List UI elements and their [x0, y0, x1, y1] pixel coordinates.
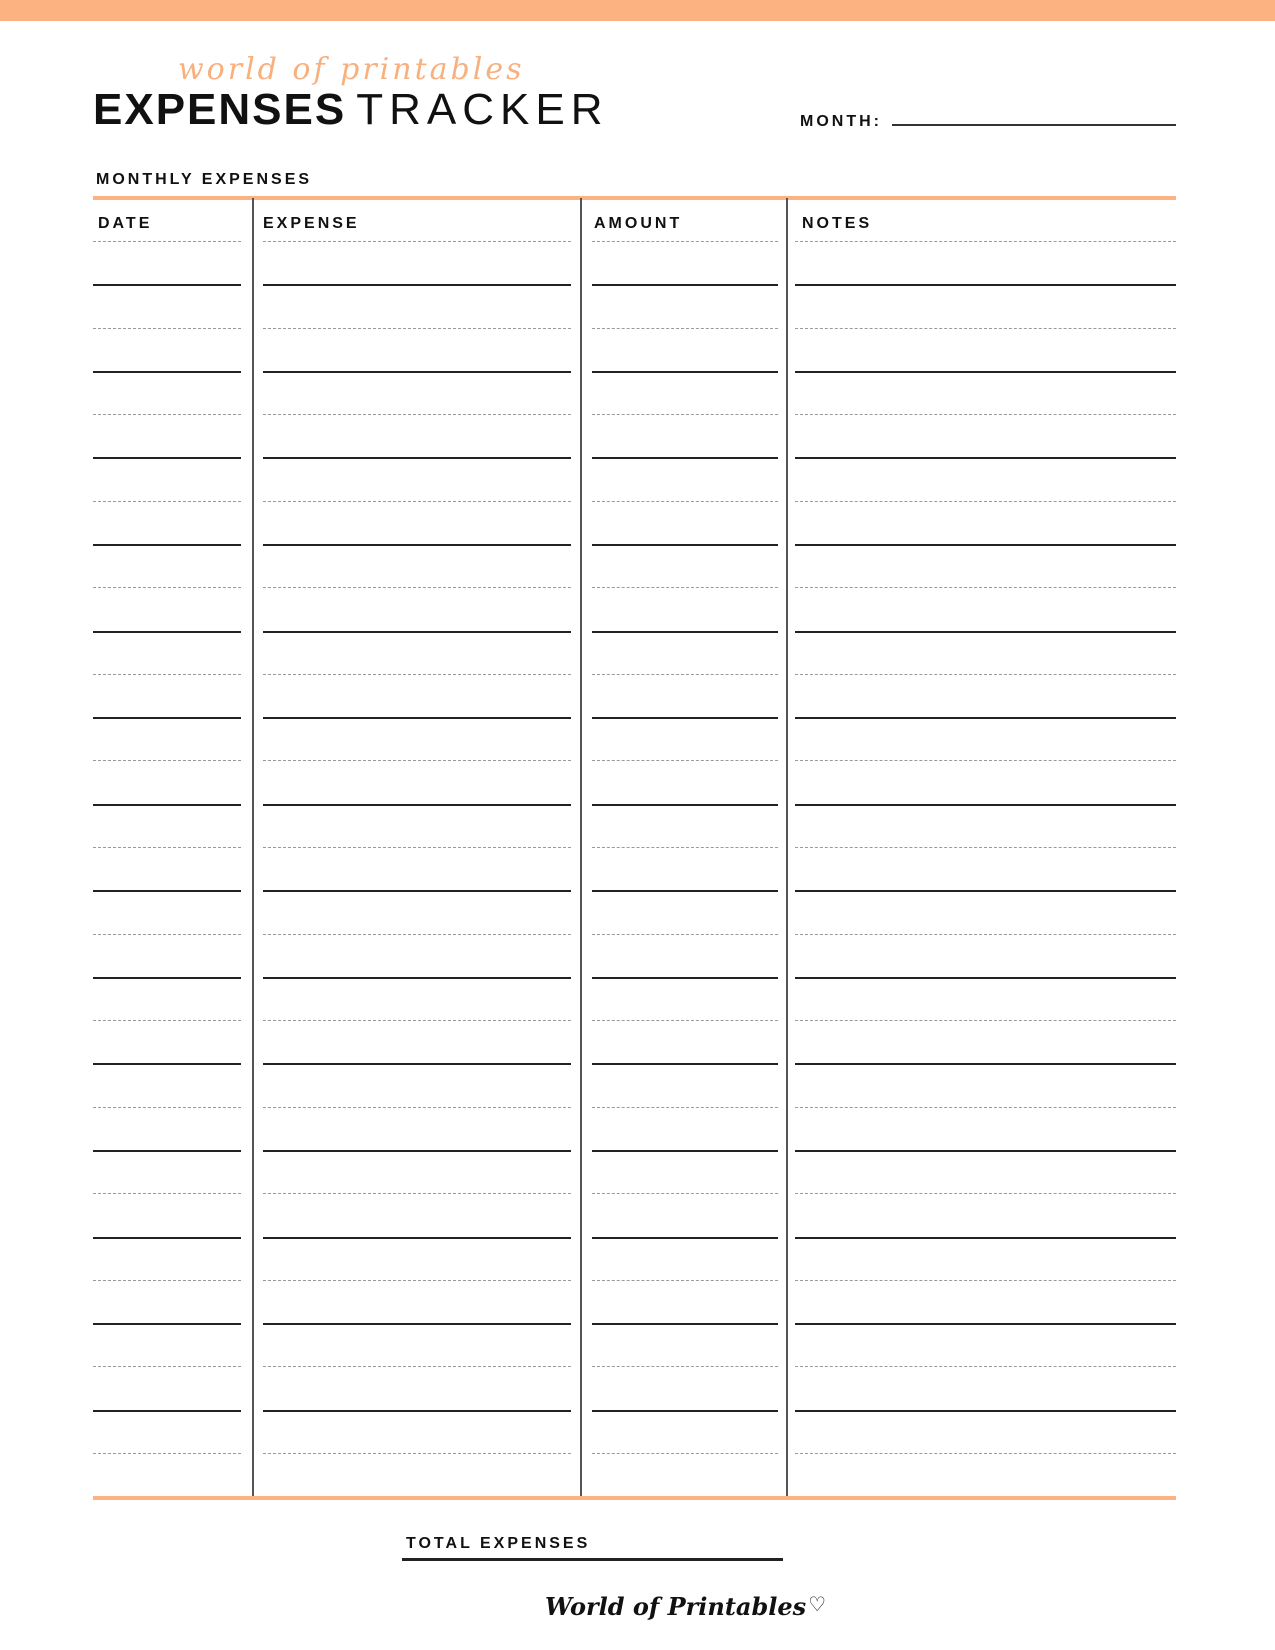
entry-line-amount[interactable] [592, 804, 778, 806]
entry-line-amount[interactable] [592, 1020, 778, 1021]
entry-line-date[interactable] [93, 457, 241, 459]
top-accent-bar [0, 0, 1275, 21]
entry-line-expense[interactable] [263, 457, 571, 459]
column-header-date: DATE [98, 215, 153, 232]
entry-line-date[interactable] [93, 631, 241, 633]
entry-line-expense[interactable] [263, 1063, 571, 1065]
entry-line-notes[interactable] [795, 847, 1176, 848]
entry-line-notes[interactable] [795, 1453, 1176, 1454]
entry-line-expense[interactable] [263, 1366, 571, 1367]
entry-line-notes[interactable] [795, 1150, 1176, 1152]
entry-line-date[interactable] [93, 847, 241, 848]
entry-line-amount[interactable] [592, 371, 778, 373]
entry-line-date[interactable] [93, 760, 241, 761]
entry-line-date[interactable] [93, 1453, 241, 1454]
entry-line-amount[interactable] [592, 1280, 778, 1281]
entry-line-date[interactable] [93, 371, 241, 373]
entry-line-date[interactable] [93, 1107, 241, 1108]
entry-line-expense[interactable] [263, 804, 571, 806]
entry-line-amount[interactable] [592, 1150, 778, 1152]
entry-line-expense[interactable] [263, 847, 571, 848]
entry-line-date[interactable] [93, 1280, 241, 1281]
entry-line-amount[interactable] [592, 328, 778, 329]
entry-line-notes[interactable] [795, 1020, 1176, 1021]
footer-logo [545, 1592, 826, 1621]
entry-line-amount[interactable] [592, 241, 778, 242]
entry-line-expense[interactable] [263, 328, 571, 329]
entry-line-amount[interactable] [592, 717, 778, 719]
entry-line-notes[interactable] [795, 1063, 1176, 1065]
entry-line-expense[interactable] [263, 1193, 571, 1194]
column-divider [580, 198, 582, 1496]
entry-line-notes[interactable] [795, 544, 1176, 546]
entry-line-amount[interactable] [592, 631, 778, 633]
entry-line-expense[interactable] [263, 1453, 571, 1454]
entry-line-date[interactable] [93, 1150, 241, 1152]
entry-line-date[interactable] [93, 890, 241, 892]
entry-line-notes[interactable] [795, 1237, 1176, 1239]
entry-line-notes[interactable] [795, 977, 1176, 979]
entry-line-notes[interactable] [795, 804, 1176, 806]
entry-line-notes[interactable] [795, 1193, 1176, 1194]
entry-line-expense[interactable] [263, 760, 571, 761]
footer-logo-text: World of Printables [545, 1592, 807, 1621]
entry-line-date[interactable] [93, 717, 241, 719]
title-light: TRACKER [356, 85, 609, 134]
entry-line-expense[interactable] [263, 1150, 571, 1152]
entry-line-amount[interactable] [592, 1323, 778, 1325]
entry-line-notes[interactable] [795, 328, 1176, 329]
entry-line-date[interactable] [93, 1063, 241, 1065]
entry-line-expense[interactable] [263, 1323, 571, 1325]
entry-line-amount[interactable] [592, 544, 778, 546]
entry-line-amount[interactable] [592, 1107, 778, 1108]
entry-line-notes[interactable] [795, 717, 1176, 719]
entry-line-amount[interactable] [592, 284, 778, 286]
entry-line-expense[interactable] [263, 414, 571, 415]
column-divider [786, 198, 788, 1496]
entry-line-amount[interactable] [592, 414, 778, 415]
entry-line-amount[interactable] [592, 457, 778, 459]
entry-line-notes[interactable] [795, 760, 1176, 761]
heart-icon: ♡ [808, 1592, 827, 1616]
entry-line-notes[interactable] [795, 371, 1176, 373]
entry-line-amount[interactable] [592, 587, 778, 588]
entry-line-expense[interactable] [263, 544, 571, 546]
entry-line-amount[interactable] [592, 977, 778, 979]
entry-line-notes[interactable] [795, 674, 1176, 675]
total-expenses-field[interactable] [402, 1558, 783, 1561]
entry-line-date[interactable] [93, 1020, 241, 1021]
entry-line-date[interactable] [93, 1410, 241, 1412]
total-expenses-label: TOTAL EXPENSES [406, 1535, 591, 1552]
entry-line-expense[interactable] [263, 1020, 571, 1021]
table-bottom-border [93, 1496, 1176, 1500]
entry-line-date[interactable] [93, 501, 241, 502]
entry-line-date[interactable] [93, 587, 241, 588]
column-header-notes: NOTES [802, 215, 873, 232]
entry-line-notes[interactable] [795, 241, 1176, 242]
entry-line-date[interactable] [93, 241, 241, 242]
entry-line-date[interactable] [93, 1323, 241, 1325]
entry-line-notes[interactable] [795, 1323, 1176, 1325]
entry-line-amount[interactable] [592, 1063, 778, 1065]
entry-line-expense[interactable] [263, 631, 571, 633]
entry-line-expense[interactable] [263, 1280, 571, 1281]
entry-line-notes[interactable] [795, 890, 1176, 892]
entry-line-amount[interactable] [592, 1237, 778, 1239]
entry-line-amount[interactable] [592, 934, 778, 935]
entry-line-expense[interactable] [263, 284, 571, 286]
entry-line-amount[interactable] [592, 847, 778, 848]
entry-line-notes[interactable] [795, 1107, 1176, 1108]
entry-line-date[interactable] [93, 414, 241, 415]
entry-line-notes[interactable] [795, 501, 1176, 502]
entry-line-expense[interactable] [263, 934, 571, 935]
entry-line-date[interactable] [93, 1237, 241, 1239]
entry-line-expense[interactable] [263, 1237, 571, 1239]
page-title [93, 85, 609, 134]
entry-line-amount[interactable] [592, 1193, 778, 1194]
entry-line-expense[interactable] [263, 371, 571, 373]
entry-line-notes[interactable] [795, 284, 1176, 286]
column-divider [252, 198, 254, 1496]
entry-line-expense[interactable] [263, 1410, 571, 1412]
entry-line-expense[interactable] [263, 501, 571, 502]
entry-line-amount[interactable] [592, 1410, 778, 1412]
entry-line-date[interactable] [93, 1366, 241, 1367]
entry-line-notes[interactable] [795, 934, 1176, 935]
title-bold: EXPENSES [93, 85, 347, 134]
entry-line-notes[interactable] [795, 1280, 1176, 1281]
entry-line-notes[interactable] [795, 587, 1176, 588]
entry-line-expense[interactable] [263, 717, 571, 719]
entry-line-amount[interactable] [592, 1453, 778, 1454]
entry-line-amount[interactable] [592, 1366, 778, 1367]
entry-line-amount[interactable] [592, 501, 778, 502]
entry-line-expense[interactable] [263, 1107, 571, 1108]
entry-line-date[interactable] [93, 328, 241, 329]
entry-line-date[interactable] [93, 284, 241, 286]
column-header-expense: EXPENSE [263, 215, 360, 232]
entry-line-expense[interactable] [263, 587, 571, 588]
entry-line-date[interactable] [93, 1193, 241, 1194]
table-top-border [93, 196, 1176, 200]
entry-line-amount[interactable] [592, 890, 778, 892]
entry-line-notes[interactable] [795, 414, 1176, 415]
month-field[interactable] [892, 124, 1176, 126]
entry-line-date[interactable] [93, 977, 241, 979]
entry-line-notes[interactable] [795, 1410, 1176, 1412]
section-label: MONTHLY EXPENSES [96, 171, 313, 188]
entry-line-notes[interactable] [795, 457, 1176, 459]
entry-line-amount[interactable] [592, 760, 778, 761]
entry-line-date[interactable] [93, 804, 241, 806]
entry-line-date[interactable] [93, 674, 241, 675]
entry-line-expense[interactable] [263, 890, 571, 892]
entry-line-expense[interactable] [263, 241, 571, 242]
entry-line-expense[interactable] [263, 977, 571, 979]
entry-line-date[interactable] [93, 544, 241, 546]
month-label: MONTH: [800, 113, 882, 130]
entry-line-notes[interactable] [795, 1366, 1176, 1367]
brand-script-logo: world of printables [178, 52, 525, 87]
entry-line-amount[interactable] [592, 674, 778, 675]
entry-line-date[interactable] [93, 934, 241, 935]
entry-line-expense[interactable] [263, 674, 571, 675]
entry-line-notes[interactable] [795, 631, 1176, 633]
column-header-amount: AMOUNT [594, 215, 683, 232]
